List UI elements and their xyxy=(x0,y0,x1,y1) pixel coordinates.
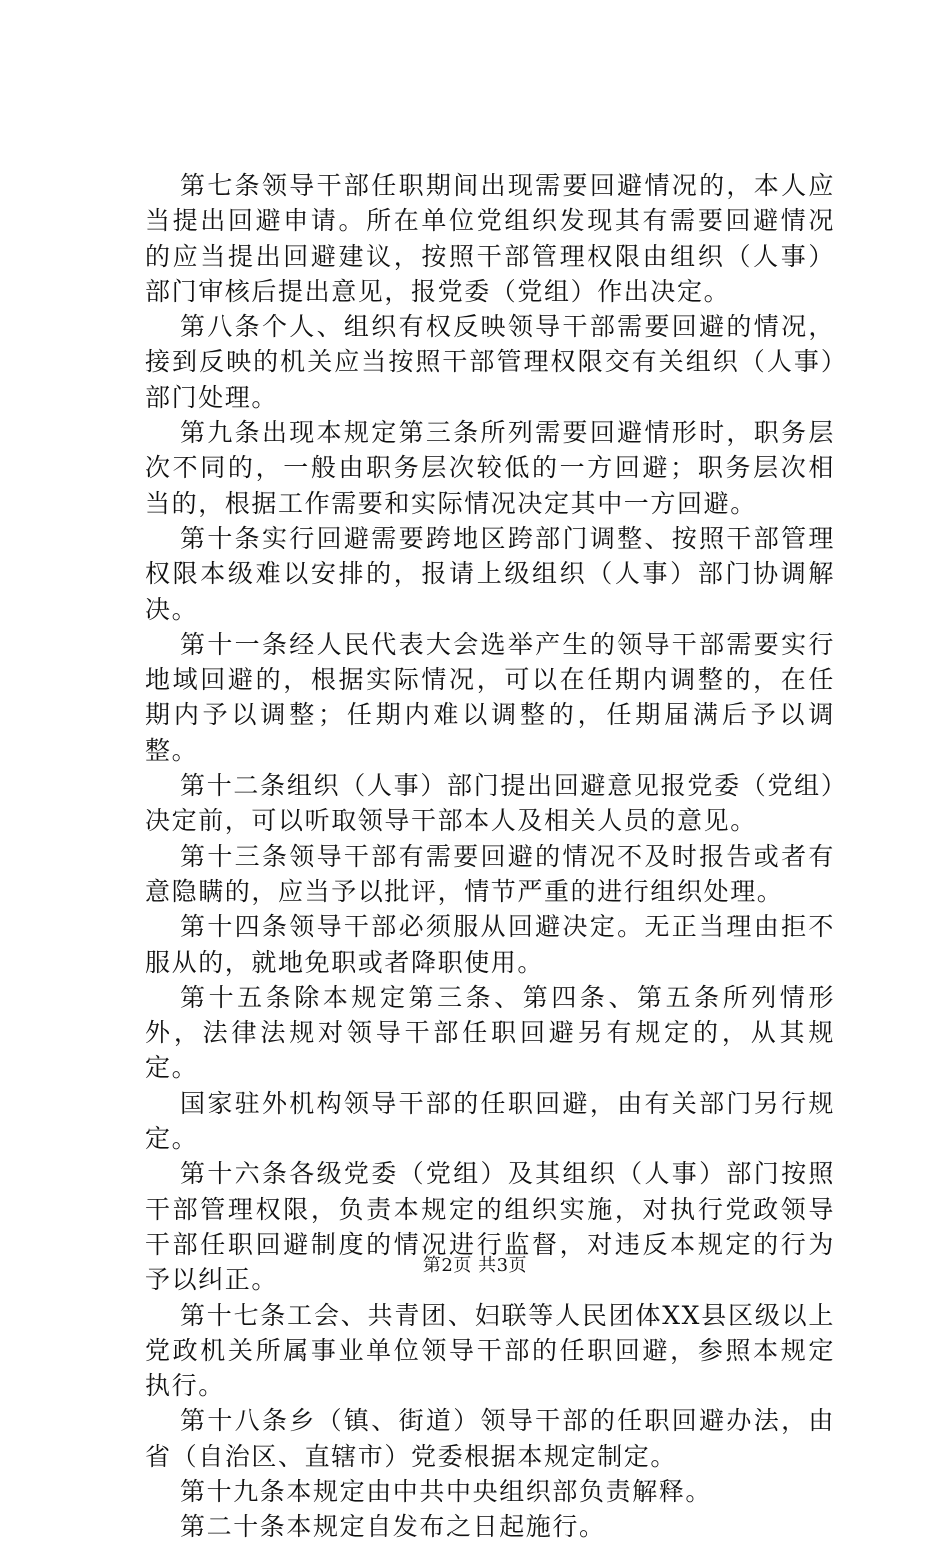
paragraph-article-13: 第十三条领导干部有需要回避的情况不及时报告或者有意隐瞒的，应当予以批评，情节严重的进行组织处理。 xyxy=(145,841,835,906)
page-number-label: 第2页 共3页 xyxy=(422,1255,528,1276)
page-footer xyxy=(0,1255,950,1277)
paragraph-article-20: 第二十条本规定自发布之日起施行。 xyxy=(180,1512,606,1542)
paragraph-article-10: 第十条实行回避需要跨地区跨部门调整、按照干部管理权限本级难以安排的，报请上级组织（人事）部门协调解决。 xyxy=(145,523,835,624)
paragraph-article-18: 第十八条乡（镇、街道）领导干部的任职回避办法，由省（自治区、直辖市）党委根据本规定制定。 xyxy=(145,1406,835,1471)
paragraph-article-15-supplement: 国家驻外机构领导干部的任职回避，由有关部门另行规定。 xyxy=(145,1088,835,1154)
paragraph-article-12: 第十二条组织（人事）部门提出回避意见报党委（党组）决定前，可以听取领导干部本人及相关人员的意见。 xyxy=(145,771,835,836)
paragraph-article-16: 第十六条各级党委（党组）及其组织（人事）部门按照干部管理权限，负责本规定的组织实施，对执行党政领导干部任职回避制度的情况进行监督，对违反本规定的行为予以纠正。 xyxy=(145,1159,835,1295)
paragraph-article-11: 第十一条经人民代表大会选举产生的领导干部需要实行地域回避的，根据实际情况，可以在任期内调整的，在任期内予以调整；任期内难以调整的，任期届满后予以调整。 xyxy=(145,629,835,765)
paragraph-article-14: 第十四条领导干部必须服从回避决定。无正当理由拒不服从的，就地免职或者降职使用。 xyxy=(145,912,835,977)
paragraph-article-15: 第十五条除本规定第三条、第四条、第五条所列情形外，法律法规对领导干部任职回避另有规定的，从其规定。 xyxy=(145,982,835,1083)
paragraph-article-8: 第八条个人、组织有权反映领导干部需要回避的情况，接到反映的机关应当按照干部管理权限交有关组织（人事）部门处理。 xyxy=(145,312,835,412)
paragraph-article-9: 第九条出现本规定第三条所列需要回避情形时，职务层次不同的，一般由职务层次较低的一方回避；职务层次相当的，根据工作需要和实际情况决定其中一方回避。 xyxy=(145,418,835,518)
paragraph-article-17: 第十七条工会、共青团、妇联等人民团体XX县区级以上党政机关所属事业单位领导干部的任职回避，参照本规定执行。 xyxy=(145,1300,835,1401)
paragraph-article-7: 第七条领导干部任职期间出现需要回避情况的，本人应当提出回避申请。所在单位党组织发现其有需要回避情况的应当提出回避建议，按照干部管理权限由组织（人事）部门审核后提出意见，报党委（党组）作出决定。 xyxy=(145,171,835,306)
paragraph-article-19: 第十九条本规定由中共中央组织部负责解释。 xyxy=(180,1476,713,1506)
document-body xyxy=(145,168,835,1545)
